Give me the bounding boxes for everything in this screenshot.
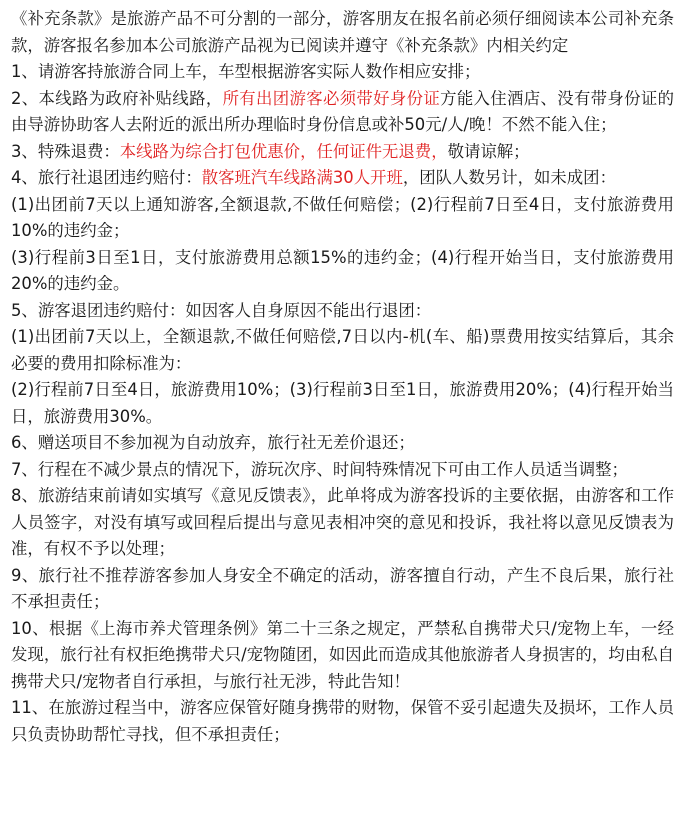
clause-text: 9、旅行社不推荐游客参加人身安全不确定的活动，游客擅自行动，产生不良后果，旅行社不承担责任； [11,565,674,611]
clause-paragraph [11,86,674,139]
highlighted-text: 本线路为综合打包优惠价，任何证件无退费， [119,141,448,161]
clause-text: 2、本线路为政府补贴线路， [11,88,223,108]
clause-text: (2)行程前7日至4日，旅游费用10%；(3)行程前3日至1日，旅游费用20%；(4)行程开始当日，旅游费用30%。 [11,380,674,426]
clause-text: 7、行程在不减少景点的情况下，游玩次序、时间特殊情况下可由工作人员适当调整； [11,459,628,479]
highlighted-text: 散客班汽车线路满30人开班 [201,168,403,187]
clause-text: 敬请谅解； [447,141,530,161]
clause-text: 6、赠送项目不参加视为自动放弃，旅行社无差价退还； [11,433,415,452]
clause-paragraph [11,377,674,430]
clause-paragraph [11,616,674,696]
clause-paragraph [11,165,674,192]
clause-text: 1、请游客持旅游合同上车，车型根据游客实际人数作相应安排； [11,62,481,81]
intro-paragraph [11,6,674,59]
clause-text: 10、根据《上海市养犬管理条例》第二十三条之规定，严禁私自携带犬只/宠物上车，一经发现，旅行社有权拒绝携带犬只/宠物随团，如因此而造成其他旅游者人身损害的，均由私自携带犬只/宠物者自行承担，与旅行社无涉，特此告知！ [11,618,674,691]
clause-text: 8、旅游结束前请如实填写《意见反馈表》，此单将成为游客投诉的主要依据，由游客和工作人员签字，对没有填写或回程后提出与意见表相冲突的意见和投诉，我社将以意见反馈表为准，有权不予以处理； [11,486,674,558]
clause-paragraph [11,59,674,86]
clause-text: 《补充条款》是旅游产品不可分割的一部分，游客朋友在报名前必须仔细阅读本公司补充条款，游客报名参加本公司旅游产品视为已阅读并遵守《补充条款》内相关约定 [11,9,674,55]
clause-paragraph [11,695,674,748]
clause-text: 3、特殊退费： [11,141,120,161]
clause-paragraph [11,298,674,325]
clause-text: (1)出团前7天以上，全额退款,不做任何赔偿,7日以内-机(车、船)票费用按实结算后，其余必要的费用扣除标准为： [11,327,674,373]
clause-text: 11、在旅游过程当中，游客应保管好随身携带的财物，保管不妥引起遗失及损坏，工作人员只负责协助帮忙寻找，但不承担责任； [11,698,674,744]
clause-paragraph [11,457,674,484]
clause-paragraph [11,324,674,377]
clause-paragraph [11,139,674,166]
clause-text: ，团队人数另计，如未成团： [402,168,616,187]
clause-text: (1)出团前7天以上通知游客,全额退款,不做任何赔偿；(2)行程前7日至4日，支付旅游费用10%的违约金； [11,194,674,240]
clause-paragraph [11,192,674,245]
clause-text: (3)行程前3日至1日，支付旅游费用总额15%的违约金；(4)行程开始当日，支付旅游费用20%的违约金。 [11,247,674,293]
clause-paragraph [11,483,674,563]
clause-text: 4、旅行社退团违约赔付： [11,168,202,187]
clause-text: 方能入住酒店、没有带身份证的由导游协助客人去附近的派出所办理临时身份信息或补50元/人/晚！不然不能入住； [11,88,675,134]
clause-paragraph [11,245,674,298]
highlighted-text: 所有出团游客必须带好身份证 [222,88,441,108]
clause-paragraph [11,430,674,457]
clause-paragraph [11,563,674,616]
clause-text: 5、游客退团违约赔付：如因客人自身原因不能出行退团： [11,300,432,320]
